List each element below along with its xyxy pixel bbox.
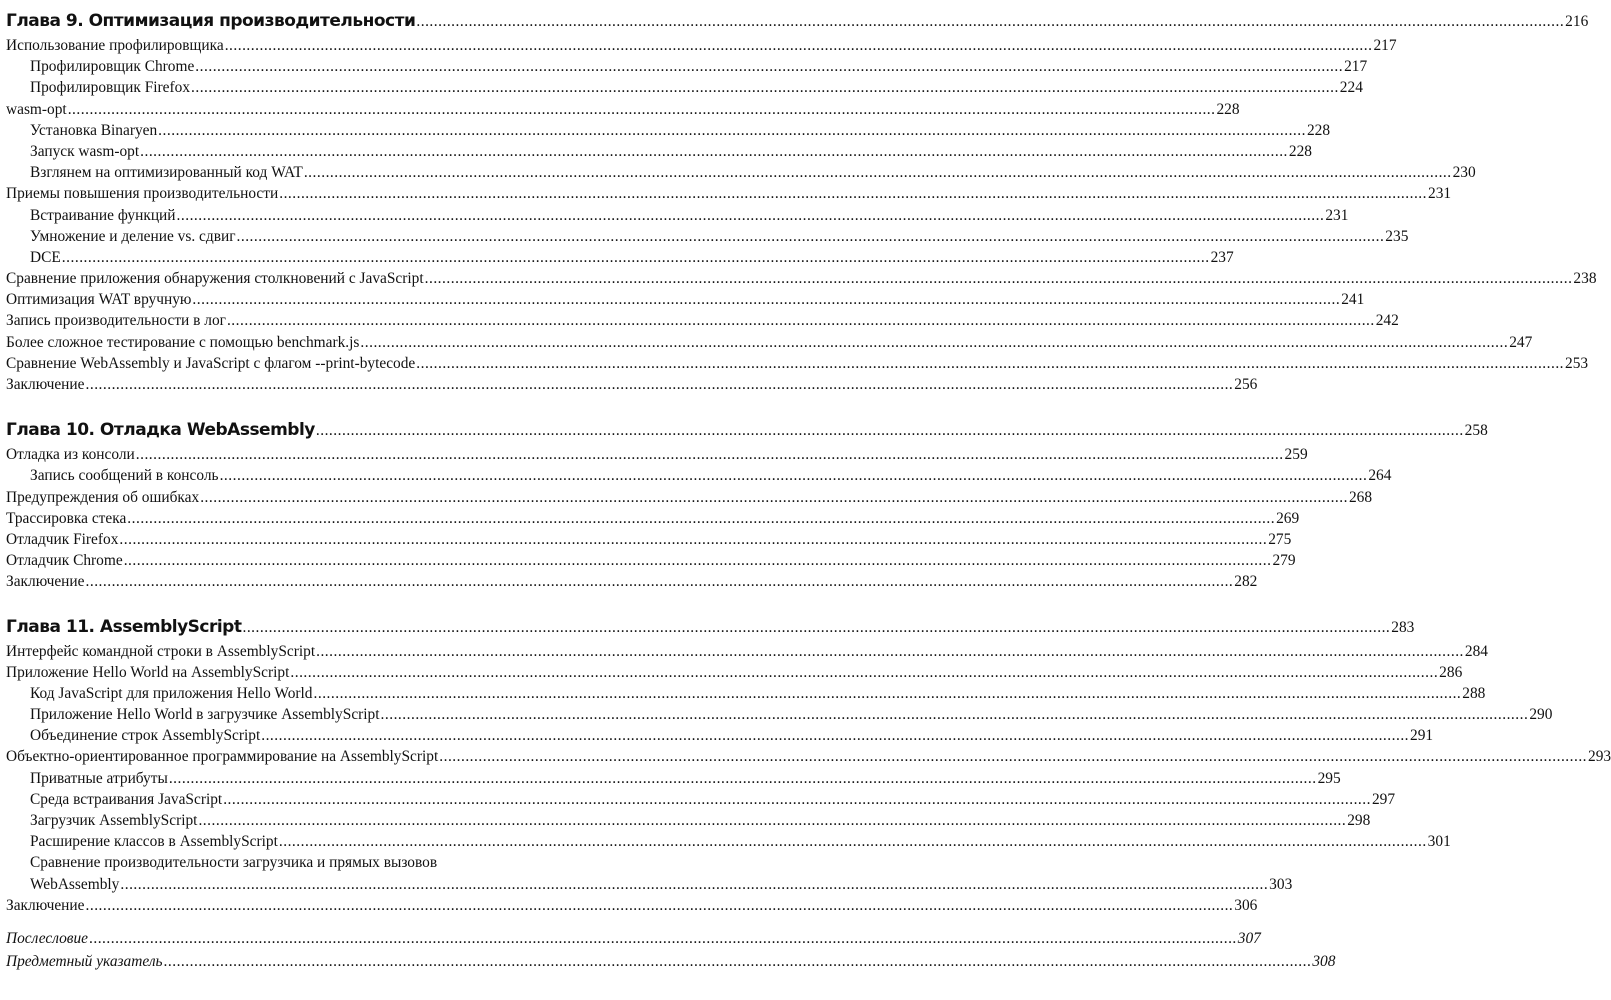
toc-page-number: 297	[1371, 790, 1396, 808]
toc-page-number: 238	[1573, 270, 1597, 288]
toc-subentry[interactable]	[6, 120, 1331, 141]
dot-leader	[416, 8, 1564, 35]
toc-entry[interactable]	[6, 641, 1488, 662]
dot-leader	[314, 683, 1462, 704]
dot-leader	[439, 746, 1587, 767]
dot-leader	[127, 508, 1275, 529]
toc-page-number: 269	[1276, 509, 1300, 527]
toc-entry-title: Взглянем на оптимизированный код WAT	[30, 164, 303, 182]
dot-leader	[89, 927, 1237, 950]
toc-entry-title: Заключение	[6, 573, 85, 591]
toc-entry-title: Код JavaScript для приложения Hello World	[30, 684, 313, 702]
toc-subentry[interactable]	[6, 247, 1234, 268]
toc-entry-title: Отладка из консоли	[6, 446, 135, 464]
toc-entry-title: Встраивание функций	[30, 206, 176, 224]
toc-entry-title: Приватные атрибуты	[30, 769, 168, 787]
dot-leader	[360, 332, 1508, 353]
dot-leader	[177, 205, 1325, 226]
toc-subentry[interactable]	[6, 725, 1434, 746]
toc-page-number: 230	[1452, 164, 1476, 182]
section-gap	[6, 593, 662, 614]
toc-page-number: 306	[1234, 896, 1258, 914]
toc-entry-title: Глава 10. Отладка WebAssembly	[6, 420, 315, 441]
toc-entry-title: Среда встраивания JavaScript	[30, 790, 223, 808]
toc-entry[interactable]	[6, 183, 1452, 204]
dot-leader	[191, 77, 1339, 98]
toc-page-number: 259	[1284, 446, 1308, 464]
toc-page-number: 217	[1373, 37, 1397, 54]
dot-leader	[304, 162, 1452, 183]
toc-page-number: 275	[1268, 530, 1292, 548]
toc-page-number: 307	[1237, 929, 1261, 947]
toc-entry-title: Приложение Hello World на AssemblyScript	[6, 663, 290, 681]
dot-leader	[261, 725, 1409, 746]
toc-page-number: 290	[1529, 706, 1553, 724]
toc-entry-title: Послесловие	[6, 929, 88, 947]
toc-entry-title: Отладчик Firefox	[6, 530, 119, 548]
toc-page-number: 282	[1234, 573, 1258, 591]
toc-subentry[interactable]	[6, 162, 1476, 183]
toc-page-number: 279	[1272, 552, 1296, 570]
toc-entry-title: Сравнение WebAssembly и JavaScript с флагом --print-bytecode	[6, 354, 416, 372]
dot-leader	[164, 950, 1312, 973]
dot-leader	[290, 662, 1438, 683]
toc-page-number: 241	[1341, 291, 1365, 309]
toc-entry-title: Глава 11. AssemblyScript	[6, 616, 242, 637]
toc-entry[interactable]	[6, 529, 1292, 550]
toc-subentry[interactable]	[6, 56, 1368, 77]
toc-subentry[interactable]	[6, 683, 1486, 704]
dot-leader	[223, 789, 1371, 810]
dot-leader	[198, 810, 1346, 831]
toc-entry-title: wasm-opt	[6, 100, 67, 118]
dot-leader	[425, 268, 1573, 289]
section-gap	[6, 395, 662, 417]
toc-entry[interactable]	[6, 746, 1611, 767]
toc-page-number: 298	[1347, 812, 1371, 829]
toc-entry[interactable]	[6, 35, 1397, 56]
toc-entry-title: Установка Binaryen	[30, 121, 158, 139]
dot-leader	[279, 831, 1427, 852]
dot-leader	[237, 226, 1385, 247]
toc-entry-title: Профилировщик Firefox	[30, 79, 191, 97]
toc-subentry[interactable]	[6, 789, 1396, 810]
toc-subentry[interactable]	[6, 205, 1349, 226]
dot-leader	[124, 550, 1272, 571]
dot-leader	[158, 120, 1306, 141]
toc-subentry[interactable]	[6, 831, 1451, 852]
toc-page-number: 228	[1288, 142, 1312, 160]
dot-leader	[316, 417, 1464, 444]
toc-entry-title: Глава 9. Оптимизация производительности	[6, 11, 416, 31]
toc-entry-title: Запуск wasm-opt	[30, 142, 140, 160]
toc-page-number: 258	[1464, 422, 1488, 440]
toc-subentry[interactable]	[6, 141, 1312, 162]
toc-page-number: 286	[1439, 663, 1463, 681]
dot-leader	[316, 641, 1464, 662]
dot-leader	[220, 465, 1368, 486]
toc-entry-title: Запись производительности в лог	[6, 312, 226, 330]
toc-page-number: 216	[1565, 13, 1589, 30]
toc-entry-title: Использование профилировщика	[6, 37, 224, 54]
toc-entry-title: Приложение Hello World в загрузчике AssemblyScript	[30, 706, 380, 724]
toc-page-number: 303	[1269, 875, 1293, 893]
toc-entry-title: Оптимизация WAT вручную	[6, 291, 192, 309]
toc-entry-title: Предупреждения об ошибках	[6, 488, 200, 506]
toc-entry-title: Заключение	[6, 896, 85, 914]
toc-entry-title: Умножение и деление vs. сдвиг	[30, 227, 236, 245]
toc-entry[interactable]	[6, 99, 1240, 120]
dot-leader	[86, 374, 1234, 395]
toc-entry-title: Интерфейс командной строки в AssemblyScript	[6, 642, 316, 660]
toc-subentry[interactable]	[6, 465, 1392, 486]
dot-leader	[192, 289, 1340, 310]
toc-page-number: 235	[1385, 227, 1409, 245]
toc-entry[interactable]	[6, 268, 1597, 289]
toc-entry-title: Заключение	[6, 376, 85, 393]
toc-page-number: 231	[1325, 206, 1349, 224]
toc-entry[interactable]	[6, 571, 1258, 592]
toc-subentry[interactable]	[6, 226, 1409, 247]
toc-page-number: 217	[1344, 58, 1368, 76]
dot-leader	[416, 353, 1564, 374]
toc-page-number: 224	[1339, 79, 1363, 97]
dot-leader	[86, 571, 1234, 592]
toc-subentry[interactable]	[6, 77, 1363, 98]
toc-page-number: 288	[1462, 684, 1486, 702]
toc-subentry[interactable]	[6, 810, 1371, 831]
toc-page-number: 283	[1391, 618, 1415, 636]
toc-page-number: 228	[1306, 121, 1331, 139]
toc-entry-title: Загрузчик AssemblyScript	[30, 812, 198, 829]
toc-entry[interactable]	[6, 662, 1463, 683]
toc-entry-title: Объединение строк AssemblyScript	[30, 727, 261, 745]
dot-leader	[279, 183, 1427, 204]
dot-leader	[227, 310, 1375, 331]
toc-entry[interactable]	[6, 374, 1258, 395]
dot-leader	[140, 141, 1288, 162]
toc-entry[interactable]	[6, 487, 1373, 508]
toc-entry-title: Предметный указатель	[6, 952, 163, 970]
toc-entry-title: DCE	[30, 248, 61, 266]
dot-leader	[242, 614, 1390, 641]
dot-leader	[169, 768, 1317, 789]
toc-entry-title: Отладчик Chrome	[6, 552, 123, 570]
toc-page-number: 247	[1509, 333, 1533, 351]
dot-leader	[200, 487, 1348, 508]
toc-entry-line2	[30, 874, 1293, 895]
toc-entry[interactable]	[6, 289, 1365, 310]
dot-leader	[225, 35, 1373, 56]
dot-leader	[136, 444, 1284, 465]
toc-page-number: 284	[1464, 642, 1488, 660]
toc-entry-title: Расширение классов в AssemblyScript	[30, 833, 278, 851]
toc-entry[interactable]	[6, 444, 1308, 465]
toc-entry-title: Приемы повышения производительности	[6, 185, 279, 203]
toc-entry-title: Запись сообщений в консоль	[30, 467, 219, 485]
toc-subentry[interactable]	[6, 852, 1293, 894]
toc-entry[interactable]	[6, 332, 1533, 353]
dot-leader	[381, 704, 1529, 725]
toc-page-number: 256	[1234, 376, 1258, 393]
toc-subentry[interactable]	[6, 704, 1553, 725]
toc-entry-title-line2: WebAssembly	[30, 875, 120, 893]
toc-entry[interactable]	[6, 895, 1258, 916]
toc-entry-title: Более сложное тестирование с помощью benchmark.js	[6, 333, 360, 351]
toc-entry[interactable]	[6, 550, 1296, 571]
toc-entry[interactable]	[6, 310, 1399, 331]
table-of-contents	[6, 8, 1611, 973]
back-matter-entry[interactable]	[6, 950, 1336, 973]
toc-entry[interactable]	[6, 508, 1300, 529]
toc-entry-title: Трассировка стека	[6, 509, 127, 527]
toc-page-number: 237	[1210, 248, 1234, 266]
toc-page-number: 293	[1588, 748, 1611, 766]
dot-leader	[120, 874, 1268, 895]
toc-page-number: 228	[1216, 100, 1240, 118]
section-gap	[6, 916, 662, 927]
toc-page-number: 253	[1565, 354, 1589, 372]
toc-entry-title: Сравнение приложения обнаружения столкновений с JavaScript	[6, 270, 424, 288]
toc-page-number: 231	[1428, 185, 1452, 203]
toc-page-number: 268	[1348, 488, 1373, 506]
dot-leader	[62, 247, 1210, 268]
toc-page-number: 242	[1375, 312, 1399, 330]
toc-entry-title-line1: Сравнение производительности загрузчика и прямых вызовов	[30, 854, 438, 872]
toc-page-number: 291	[1410, 727, 1434, 745]
dot-leader	[68, 99, 1216, 120]
toc-page-number: 301	[1427, 833, 1451, 851]
dot-leader	[86, 895, 1234, 916]
toc-page-number: 308	[1312, 952, 1336, 970]
dot-leader	[119, 529, 1267, 550]
toc-page-number: 295	[1317, 769, 1341, 787]
chapter-heading[interactable]	[6, 614, 1415, 641]
toc-subentry[interactable]	[6, 768, 1341, 789]
back-matter-entry[interactable]	[6, 927, 1261, 950]
toc-entry-title: Профилировщик Chrome	[30, 58, 195, 76]
toc-entry[interactable]	[6, 353, 1589, 374]
toc-page-number: 264	[1368, 467, 1392, 485]
toc-entry-title: Объектно-ориентированное программирование на AssemblyScript	[6, 748, 439, 766]
chapter-heading[interactable]	[6, 417, 1488, 444]
dot-leader	[195, 56, 1343, 77]
chapter-heading[interactable]	[6, 8, 1589, 35]
